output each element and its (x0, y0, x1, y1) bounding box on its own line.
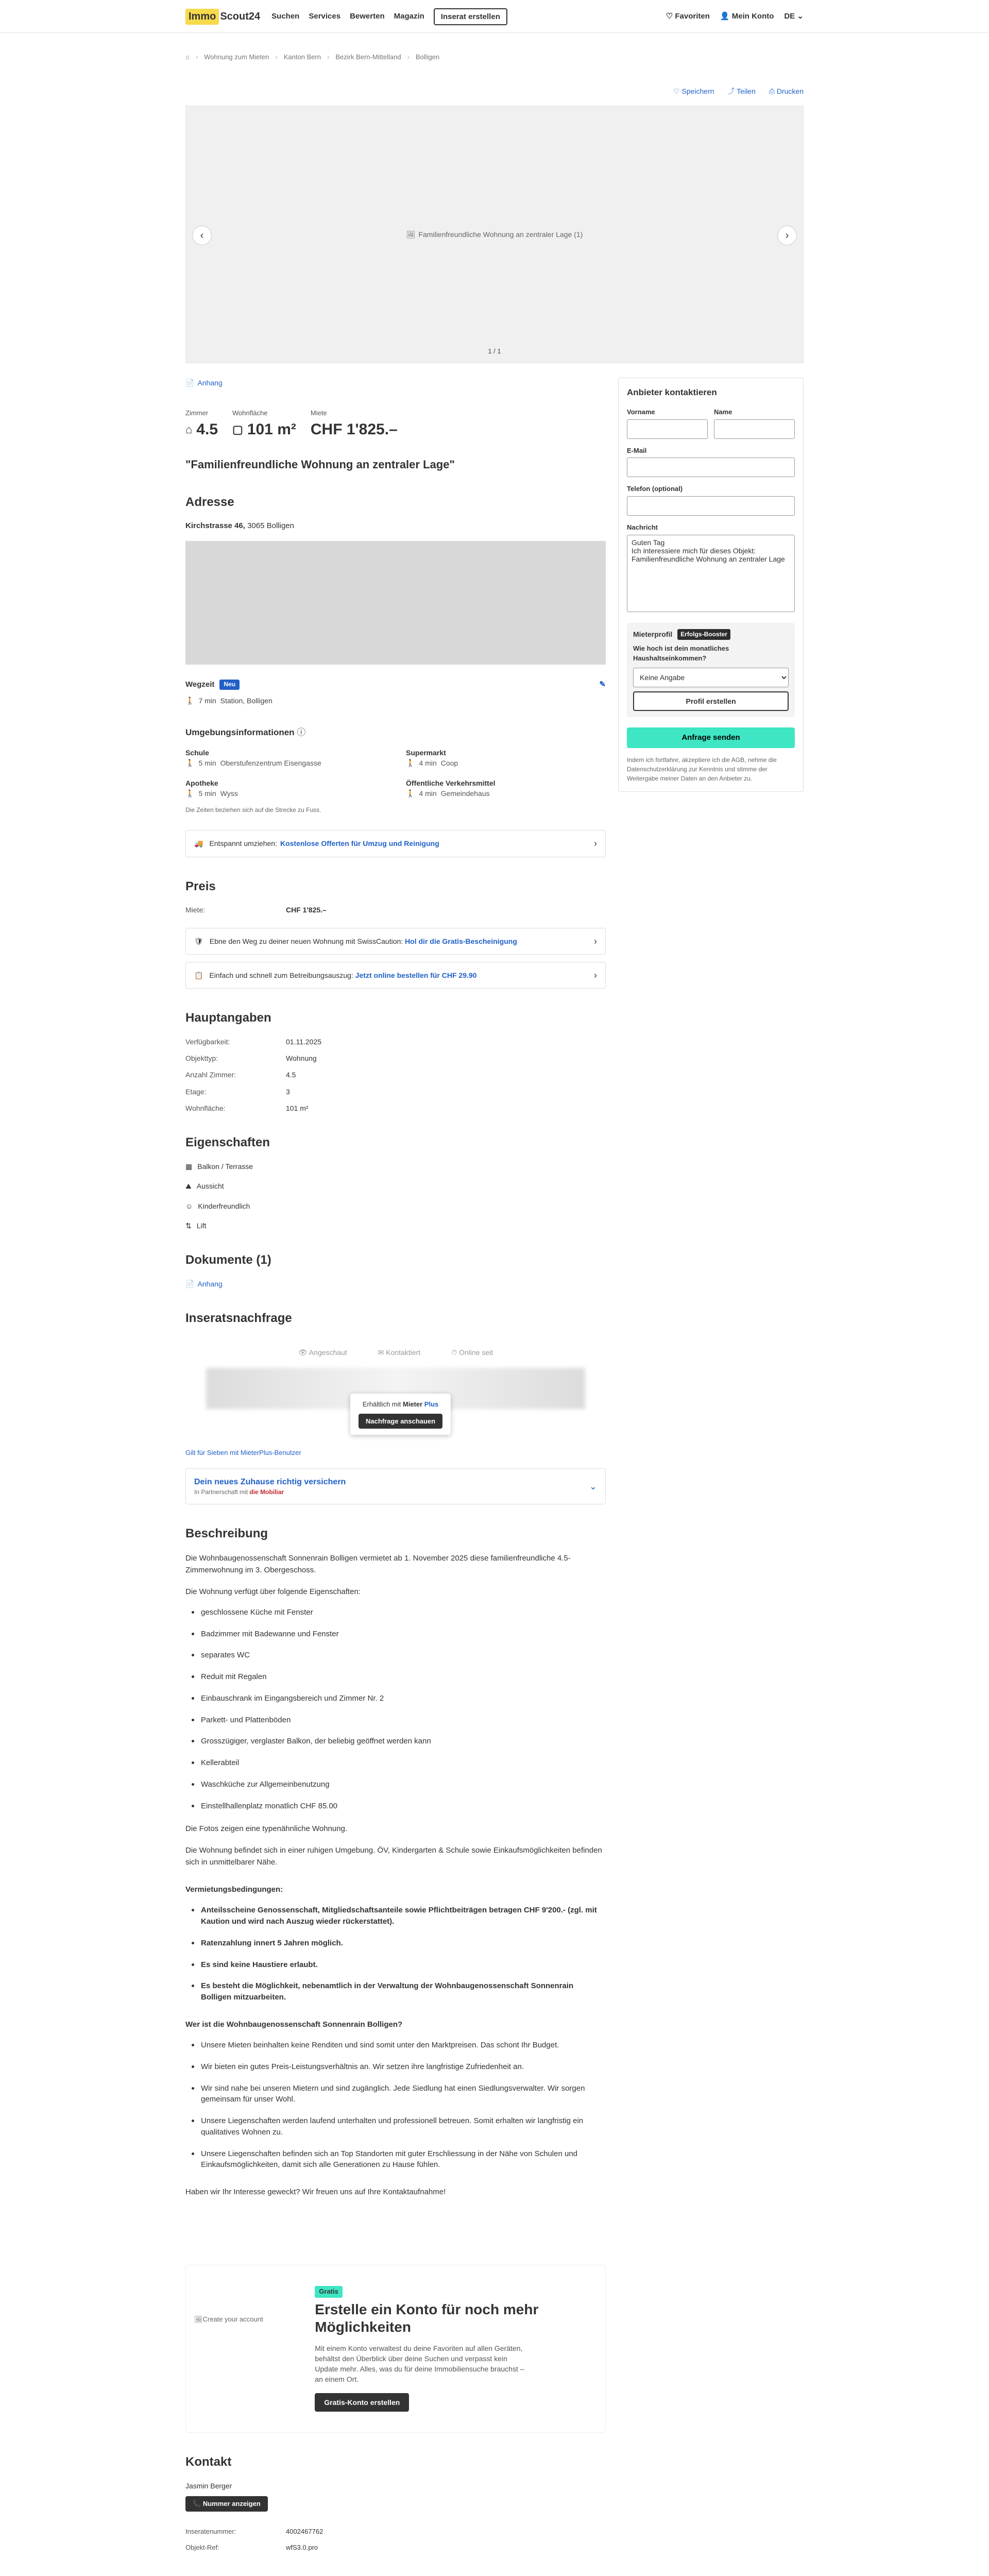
why-item: Unsere Liegenschaften befinden sich an Top Standorten mit guter Erschliessung in der Nähe von Schulen und Einkaufsmöglichkeiten, damit sich alle Generationen zu Hause fühlen. (185, 2148, 606, 2171)
breadcrumb-current: Bolligen (415, 53, 440, 61)
account-link[interactable] (720, 11, 774, 22)
income-select[interactable] (633, 668, 789, 687)
show-number-label: Nummer anzeigen (202, 2499, 261, 2507)
new-badge: Neu (219, 680, 240, 689)
contact-sidebar (618, 378, 804, 2576)
contact-legal-text: Indem ich fortfahre, akzeptiere ich die AGB, nehme die Datenschutzerklärung zur Kenntnis und stimme der Weitergabe meiner Daten an den Anbieter zu. (627, 756, 777, 782)
feature-label: Balkon / Terrasse (197, 1162, 253, 1171)
key-fact-value: 4.5 (196, 421, 218, 438)
insurance-title: Dein neues Zuhause richtig versichern (194, 1477, 346, 1486)
reference-list (185, 2527, 606, 2553)
equipment-item: separates WC (185, 1650, 606, 1661)
feature-item (185, 1221, 606, 1231)
key-fact-value: CHF 1'825.– (310, 421, 398, 438)
demand-tab-online: ⏱ Online seit (451, 1348, 493, 1357)
heart-icon: ♡ (666, 12, 673, 21)
file-icon: 📄 (185, 379, 195, 387)
fact-value: Wohnung (286, 1054, 317, 1062)
listing-actions (185, 86, 804, 96)
elevator-icon: ⇅ (185, 1221, 192, 1230)
free-badge: Gratis (315, 2286, 343, 2298)
key-fact-label: Miete (310, 409, 327, 417)
logo-mark: Immo (185, 9, 219, 25)
description (185, 1525, 606, 2198)
message-textarea[interactable] (627, 535, 795, 612)
equipment-item: Einstellhallenplatz monatlich CHF 85.00 (185, 1801, 606, 1812)
promo-link[interactable]: Hol dir die Gratis-Bescheinigung (405, 937, 517, 945)
wegzeit-minutes: 7 min (198, 696, 216, 705)
description-paragraph: Die Wohnung verfügt über folgende Eigenschaften: (185, 1587, 361, 1596)
mieterplus-link[interactable]: Gilt für Sieben mit MieterPlus-Benutzer (185, 1449, 301, 1457)
demand-paywall-popup (350, 1394, 451, 1435)
chevron-right-icon: › (594, 838, 597, 849)
surrounding-name: Gemeindehaus (440, 789, 490, 798)
key-fact-value: 101 m² (247, 421, 296, 438)
surrounding-time: 4 min (419, 789, 437, 798)
description-heading: Beschreibung (185, 1527, 268, 1541)
description-paragraph: Die Wohnung befindet sich in einer ruhigen Umgebung. ÖV, Kindergarten & Schule sowie Einkaufsmöglichkeiten befinden sich in unmittelbarer Nähe. (185, 1845, 602, 1867)
fact-key: Objekttyp: (185, 1054, 218, 1062)
lastname-label: Name (714, 408, 732, 416)
promo-text: Entspannt umziehen: (209, 839, 277, 848)
caution-promo[interactable] (185, 928, 606, 955)
feature-label: Kinderfreundlich (198, 1201, 250, 1210)
document-link[interactable] (185, 1279, 606, 1289)
surrounding-item (406, 778, 606, 799)
fact-value: 01.11.2025 (286, 1037, 322, 1046)
fact-key: Etage: (185, 1087, 207, 1096)
info-icon[interactable]: ⓘ (297, 727, 306, 738)
home-icon[interactable]: ⌂ (185, 53, 190, 61)
print-label: Drucken (776, 87, 804, 95)
firstname-input[interactable] (627, 419, 708, 439)
favorites-label: Favoriten (675, 12, 710, 21)
income-question: Wie hoch ist dein monatliches Haushaltseinkommen? (633, 645, 729, 663)
chevron-right-icon: › (594, 970, 597, 980)
surrounding-category: Öffentliche Verkehrsmittel (406, 778, 496, 787)
surroundings-grid (185, 748, 606, 799)
price-value: CHF 1'825.– (286, 906, 327, 914)
share-action[interactable]: ⤴ Teilen (727, 87, 756, 95)
key-fact-label: Wohnfläche (232, 409, 268, 417)
surrounding-name: Coop (440, 759, 458, 768)
account-promo-image (194, 2286, 284, 2353)
feature-label: Aussicht (196, 1182, 224, 1191)
email-input[interactable] (627, 457, 795, 477)
breadcrumb-separator: › (327, 53, 330, 61)
surroundings-heading (185, 726, 606, 739)
walk-icon: 🚶 (185, 789, 195, 798)
image-gallery[interactable] (185, 106, 804, 363)
surrounding-category: Supermarkt (406, 748, 446, 757)
gallery-prev-button[interactable] (192, 226, 212, 245)
fact-key: Verfügbarkeit: (185, 1037, 230, 1046)
account-label: Mein Konto (731, 12, 774, 21)
why-item: Unsere Liegenschaften werden laufend unterhalten und professionell betreuen. Somit erhalten wir langfristig ein qualitatives Wohnen zu. (185, 2115, 606, 2138)
demand-heading: Inseratsnachfrage (185, 1311, 292, 1326)
feature-item (185, 1181, 606, 1191)
document-icon: 📋 (194, 971, 203, 979)
surrounding-category: Apotheke (185, 778, 218, 787)
contact-heading: Kontakt (185, 2454, 232, 2469)
popup-brand: Mieter (402, 1400, 423, 1409)
main-content (185, 378, 606, 2576)
chevron-down-icon: ⌄ (589, 1481, 597, 1492)
chevron-left-icon: ‹ (200, 229, 204, 241)
email-label: E-Mail (627, 446, 647, 454)
account-promo-image-alt: Create your account (202, 2315, 263, 2324)
balcony-icon: ▦ (185, 1162, 193, 1171)
why-item: Unsere Mieten beinhalten keine Renditen und sind somit unter den Marktpreisen. Das schont Ihr Budget. (185, 2040, 606, 2051)
promo-text: Einfach und schnell zum Betreibungsauszug: (209, 971, 353, 979)
equipment-item: Badzimmer mit Badewanne und Fenster (185, 1629, 606, 1640)
feature-label: Lift (196, 1221, 207, 1230)
breadcrumb-item[interactable]: Bezirk Bern-Mittelland (335, 53, 401, 61)
lastname-input[interactable] (714, 419, 795, 439)
equipment-list (185, 1607, 606, 1812)
documents-heading: Dokumente (1) (185, 1253, 271, 1267)
gallery-image (406, 229, 583, 240)
feature-item (185, 1161, 606, 1172)
key-fact-area (232, 409, 296, 440)
contact-name: Jasmin Berger (185, 2481, 232, 2490)
surroundings-title: Umgebungsinformationen (185, 727, 295, 738)
address-city: 3065 Bolligen (247, 521, 294, 531)
reference-value: wfS3.0.pro (286, 2543, 318, 2551)
why-item: Wir sind nahe bei unseren Mietern und sind zugänglich. Jede Siedlung hat einen Siedlungsverwalter. Wir sorgen gemeinsam für unser Wohl. (185, 2083, 606, 2106)
create-listing-button[interactable]: Inserat erstellen (434, 8, 507, 25)
popup-plus: Plus (424, 1400, 439, 1409)
condition-item: Es besteht die Möglichkeit, nebenamtlich in der Verwaltung der Wohnbaugenossenschaft Sonnenrain Bolligen mitzuarbeiten. (185, 1980, 606, 2003)
surrounding-item (406, 748, 606, 769)
description-paragraph: Die Wohnbaugenossenschaft Sonnenrain Bolligen vermietet ab 1. November 2025 diese familienfreundliche 4.5-Zimmerwohnung im 3. Obergeschoss. (185, 1554, 571, 1575)
key-facts (185, 409, 606, 440)
equipment-item: Reduit mit Regalen (185, 1671, 606, 1683)
demand-tab-label: Angeschaut (309, 1348, 347, 1357)
image-icon: 🖼 (406, 230, 416, 239)
gallery-next-button[interactable] (777, 226, 797, 245)
walk-icon: 🚶 (185, 696, 195, 705)
walk-icon: 🚶 (406, 789, 415, 798)
fact-value: 3 (286, 1087, 290, 1096)
breadcrumb-separator: › (407, 53, 410, 61)
contact-form-heading: Anbieter kontaktieren (627, 387, 717, 398)
debt-extract-promo[interactable] (185, 962, 606, 989)
features-list (185, 1161, 606, 1231)
why-list (185, 2040, 606, 2171)
message-label: Nachricht (627, 523, 658, 532)
feature-item (185, 1201, 606, 1211)
main-facts-list (185, 1037, 606, 1113)
surrounding-category: Schule (185, 748, 209, 757)
logo[interactable] (185, 9, 260, 25)
area-icon: ▢ (232, 423, 243, 436)
equipment-item: Parkett- und Plattenböden (185, 1715, 606, 1726)
surrounding-time: 5 min (198, 789, 216, 798)
truck-icon: 🚚 (194, 839, 203, 848)
logo-text: Scout24 (220, 10, 261, 22)
fact-key: Wohnfläche: (185, 1104, 226, 1112)
equipment-item: Einbauschrank im Eingangsbereich und Zimmer Nr. 2 (185, 1693, 606, 1704)
insurance-sub: In Partnerschaft mit (194, 1488, 248, 1496)
edit-icon[interactable]: ✎ (599, 680, 606, 689)
gallery-counter: 1 / 1 (488, 347, 501, 355)
account-promo (185, 2265, 606, 2432)
nav-services[interactable]: Services (309, 12, 341, 21)
fact-value: 4.5 (286, 1071, 296, 1079)
description-paragraph: Die Fotos zeigen eine typenähnliche Wohnung. (185, 1824, 348, 1834)
nav-search[interactable]: Suchen (271, 12, 300, 21)
reference-value: 4002467762 (286, 2527, 323, 2535)
demand-tab-label: Kontaktiert (386, 1348, 421, 1357)
wegzeit-header (185, 679, 606, 690)
attachment-label: Anhang (197, 379, 223, 387)
show-number-button[interactable]: 📞 Nummer anzeigen (185, 2496, 268, 2512)
price-label: Miete: (185, 906, 206, 914)
breadcrumb-separator: › (195, 53, 198, 61)
tenant-profile-label: Mieterprofil (633, 630, 673, 639)
surrounding-item (185, 778, 385, 799)
key-fact-rooms (185, 409, 218, 440)
share-label: Teilen (737, 87, 756, 95)
equipment-item: Grosszügiger, verglaster Balkon, der beliebig geöffnet werden kann (185, 1736, 606, 1747)
chevron-right-icon: › (594, 936, 597, 946)
child-icon: ☺ (185, 1201, 193, 1210)
surrounding-name: Oberstufenzentrum Eisengasse (220, 759, 321, 768)
send-request-button[interactable]: Anfrage senden (627, 727, 795, 748)
main-nav (271, 8, 507, 25)
shield-icon: 🛡 (194, 937, 203, 945)
account-promo-text: Mit einem Konto verwaltest du deine Favoriten auf allen Geräten, behältst den Überblick über deine Suchen und verpasst kein Update mehr. Alles, was du für deine Immobiliensuche brauchst – an einem Ort. (315, 2344, 524, 2384)
key-fact-rent (311, 409, 398, 440)
phone-input[interactable] (627, 496, 795, 516)
chevron-down-icon: ⌄ (797, 12, 804, 21)
wegzeit-row (185, 696, 606, 706)
insurance-promo[interactable] (185, 1468, 606, 1505)
equipment-item: geschlossene Küche mit Fenster (185, 1607, 606, 1618)
save-label: Speichern (681, 87, 714, 95)
language-label: DE (784, 12, 795, 21)
favorites-link[interactable] (666, 11, 710, 22)
conditions-heading: Vermietungsbedingungen: (185, 1885, 283, 1894)
price-row (185, 905, 606, 915)
wegzeit-label: Wegzeit (185, 680, 215, 689)
fact-value: 101 m² (286, 1104, 309, 1112)
site-header (0, 0, 989, 33)
condition-item: Anteilsscheine Genossenschaft, Mitgliedschaftsanteile sowie Pflichtbeiträgen betragen CHF 9'200.- (zgl. mit Kaution und wird nach Auszug wieder rückerstattet). (185, 1905, 606, 1927)
tenant-profile-box (627, 623, 795, 717)
account-promo-title: Erstelle ein Konto für noch mehr Möglichkeiten (315, 2301, 539, 2335)
reference-key: Objekt-Ref: (185, 2543, 219, 2551)
why-item: Wir bieten ein gutes Preis-Leistungsverhältnis an. Wir setzen ihre langfristige Zufriedenheit an. (185, 2061, 606, 2073)
user-icon: 👤 (720, 12, 730, 21)
house-icon: ⌂ (185, 423, 193, 436)
location-map[interactable] (185, 541, 606, 665)
document-label: Anhang (197, 1279, 223, 1288)
language-switch[interactable] (784, 11, 804, 22)
walk-icon: 🚶 (406, 759, 415, 768)
chevron-right-icon: › (785, 229, 789, 241)
file-icon: 📄 (185, 1279, 195, 1288)
firstname-label: Vorname (627, 408, 655, 416)
address-text (185, 520, 606, 532)
demand-widget (185, 1337, 606, 1440)
demand-tab-contacted: ✉ Kontaktiert (378, 1348, 421, 1357)
insurance-partner: die Mobiliar (249, 1488, 284, 1496)
why-heading: Wer ist die Wohnbaugenossenschaft Sonnenrain Bolligen? (185, 2020, 403, 2029)
breadcrumb-item[interactable]: Kanton Bern (283, 53, 321, 61)
surrounding-name: Wyss (220, 789, 238, 798)
demand-tab-label: Online seit (459, 1348, 493, 1357)
image-icon: 🖼 (194, 2315, 203, 2324)
equipment-item: Waschküche zur Allgemeinbenutzung (185, 1779, 606, 1790)
features-heading: Eigenschaften (185, 1136, 270, 1150)
popup-text: Erhältlich mit (362, 1400, 401, 1409)
description-closing: Haben wir Ihr Interesse geweckt? Wir freuen uns auf Ihre Kontaktaufnahme! (185, 2188, 446, 2197)
surrounding-item (185, 748, 385, 769)
listing-title: "Familienfreundliche Wohnung an zentraler Lage" (185, 457, 455, 471)
promo-text: Ebne den Weg zu deiner neuen Wohnung mit SwissCaution: (209, 937, 403, 945)
phone-label: Telefon (optional) (627, 485, 683, 493)
attachment-link[interactable] (185, 378, 606, 388)
condition-item: Ratenzahlung innert 5 Jahren möglich. (185, 1938, 606, 1949)
nav-magazine[interactable]: Magazin (394, 12, 424, 21)
view-demand-button[interactable]: Nachfrage anschauen (359, 1414, 442, 1429)
wegzeit-target: Station, Bolligen (220, 696, 272, 705)
create-profile-button[interactable]: Profil erstellen (633, 691, 789, 711)
save-action[interactable]: ♡ Speichern (673, 87, 714, 95)
surroundings-note: Die Zeiten beziehen sich auf die Strecke zu Fuss. (185, 806, 321, 814)
fact-key: Anzahl Zimmer: (185, 1071, 236, 1079)
surrounding-time: 5 min (198, 759, 216, 768)
surrounding-time: 4 min (419, 759, 437, 768)
gallery-image-alt: Familienfreundliche Wohnung an zentraler Lage (1) (418, 230, 583, 239)
view-icon: ⛰ (185, 1182, 192, 1191)
address-street: Kirchstrasse 46, (185, 521, 245, 531)
main-facts-heading: Hauptangaben (185, 1010, 271, 1025)
price-heading: Preis (185, 879, 216, 893)
breadcrumb-separator: › (275, 53, 278, 61)
reference-key: Inseratenummer: (185, 2527, 236, 2535)
contact-form (618, 378, 804, 792)
condition-item: Es sind keine Haustiere erlaubt. (185, 1959, 606, 1971)
print-action[interactable]: ⎙ Drucken (769, 87, 804, 95)
breadcrumb (185, 33, 804, 86)
key-fact-label: Zimmer (185, 409, 209, 417)
moving-promo[interactable] (185, 830, 606, 857)
promo-link[interactable]: Kostenlose Offerten für Umzug und Reinigung (280, 839, 439, 848)
equipment-item: Kellerabteil (185, 1757, 606, 1769)
conditions-list (185, 1905, 606, 2003)
breadcrumb-item[interactable]: Wohnung zum Mieten (204, 53, 269, 61)
demand-tab-viewed: 👁 Angeschaut (298, 1348, 347, 1357)
promo-link[interactable]: Jetzt online bestellen für CHF 29.90 (355, 971, 477, 979)
booster-badge: Erfolgs-Booster (677, 629, 730, 640)
create-account-button[interactable]: Gratis-Konto erstellen (315, 2393, 409, 2412)
address-heading: Adresse (185, 495, 234, 509)
walk-icon: 🚶 (185, 759, 195, 768)
nav-valuate[interactable]: Bewerten (350, 12, 385, 21)
